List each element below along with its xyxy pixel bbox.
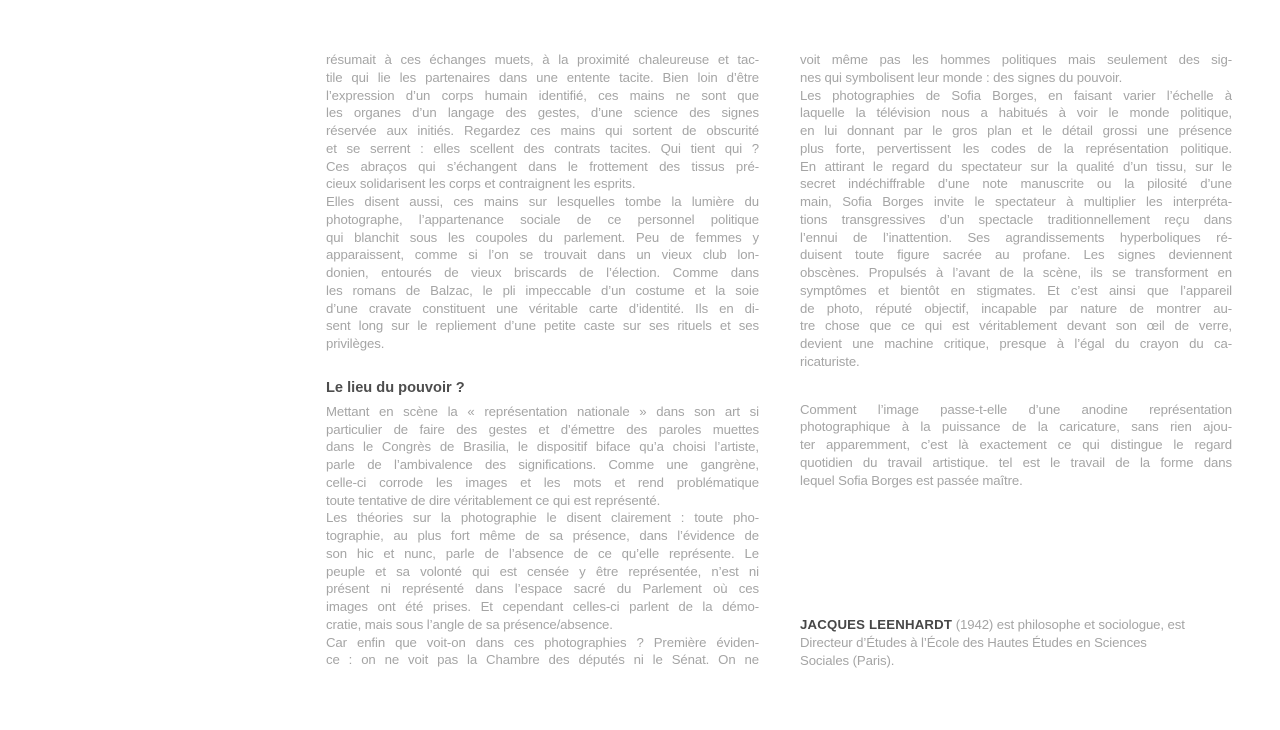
section-heading: Le lieu du pouvoir ? [326,379,465,396]
bio-line [800,616,1232,634]
text-line: les romans de Balzac, le pli impeccable d’un costume et la soie [326,282,759,298]
paragraph-gap [800,371,1232,401]
text-line: tographie, au plus fort même de sa présence, dans l’évidence de [326,528,759,543]
paragraph [326,509,759,633]
bio-line: Sociales (Paris). [800,652,895,668]
text-line: Elles disent aussi, ces mains sur lesquelles tombe la lumière du [326,194,759,209]
text-line: Ces abraços qui s’échangent dans le frottement des tissus pré- [326,158,759,174]
text-line: Comment l’image passe-t-elle d’une anodine représentation [800,401,1232,417]
author-bio [800,616,1232,669]
bio-line: Directeur d’Études à l’École des Hautes Études en Sciences [800,635,1147,650]
text-line: cratie, mais sous l’angle de sa présence/absence. [326,616,613,632]
text-line: photographique à la puissance de la caricature, sans rien ajou- [800,419,1232,435]
text-line: photographe, l’appartenance sociale de ce personnel politique [326,211,759,227]
text-line: symptômes et bientôt en stigmates. Et c’est ainsi que l’appareil [800,282,1232,298]
text-line: parle de l’ambivalence des significations. Comme une gangrène, [326,457,759,472]
text-line: nes qui symbolisent leur monde : des signes du pouvoir. [800,69,1123,85]
text-line: Mettant en scène la « représentation nationale » dans son art si [326,403,759,419]
text-line: Les théories sur la photographie le disent clairement : toute pho- [326,510,759,526]
text-line: d’une cravate constituent une véritable carte d’identité. Ils en di- [326,300,759,316]
text-line: main, Sofia Borges invite le spectateur à multiplier les interpréta- [800,194,1232,209]
text-line: tre chose que ce qui est véritablement devant son œil de verre, [800,318,1232,334]
text-line: l’ennui de l’inattention. Ses agrandissements hyperboliques ré- [800,229,1232,245]
text-line: toute tentative de dire véritablement ce qui est représenté. [326,492,661,508]
text-line: images ont été prises. Et cependant celles-ci parlent de la démo- [326,599,759,614]
text-line: sent long sur le repliement d’une petite caste sur ses rituels et ses [326,318,759,334]
text-line: résumait à ces échanges muets, à la proximité chaleureuse et tac- [326,52,759,67]
paragraph-gap [326,353,759,379]
text-line: peuple et sa volonté qui est censée y être représentée, n’est ni [326,563,759,579]
text-line: Les photographies de Sofia Borges, en faisant varier l’échelle à [800,87,1232,103]
paragraph [800,51,1232,87]
paragraph [800,401,1232,490]
text-line: privilèges. [326,336,385,351]
text-line: présent ni représenté dans l’espace sacré du Parlement où ces [326,581,759,597]
bio-text: (1942) est philosophe et sociologue, est [952,617,1185,633]
text-line: laquelle la télévision nous a habitués à voir le monde politique, [800,105,1232,121]
text-line: l’expression d’un corps humain identifié, ces mains ne sont que [326,87,759,103]
text-line: duisent toute figure sacrée au profane. Les signes deviennent [800,247,1232,263]
text-line: cieux solidarisent les corps et contraignent les esprits. [326,176,636,192]
paragraph [326,51,759,193]
paragraph [326,403,759,510]
text-line: voit même pas les hommes politiques mais seulement des sig- [800,52,1232,67]
text-line: apparaissent, comme si l’on se trouvait dans un vieux club lon- [326,247,759,263]
text-line: en lui donnant par le gros plan et le détail grossi une présence [800,123,1232,138]
section-gap [800,489,1232,616]
text-line: ricaturiste. [800,353,860,369]
text-line: les organes d’un langage des gestes, d’une science des signes [326,105,759,121]
text-line: quotidien du travail artistique. tel est le travail de la forme dans [800,454,1232,470]
text-line: qui blanchit sous les coupoles du parlement. Peu de femmes y [326,229,759,245]
text-line: réservée aux initiés. Regardez ces mains qui sortent de obscurité [326,123,759,138]
text-line: celle-ci corrode les images et les mots et rend problématique [326,474,759,490]
text-line: plus forte, pervertissent les codes de la représentation politique. [800,140,1232,156]
paragraph [326,634,759,670]
text-line: secret indéchiffrable d’une note manuscrite ou la pilosité d’une [800,176,1232,192]
text-line: tions transgressives d’un spectacle traditionnellement reçu dans [800,211,1232,227]
text-line: ter apparemment, c’est là exactement ce qui distingue le regard [800,437,1232,452]
text-line: particulier de faire des gestes et d’émettre des paroles muettes [326,421,759,437]
text-line: de photo, réputé objectif, incapable par nature de montrer au- [800,300,1232,316]
author-name: JACQUES LEENHARDT [800,617,953,633]
right-text-column [800,51,1232,670]
text-line: Car enfin que voit-on dans ces photographies ? Première éviden- [326,634,759,650]
text-line: devient une machine critique, presque à l’égal du crayon du ca- [800,336,1232,351]
text-line: son hic et nunc, parle de l’absence de ce qu’elle représente. Le [326,545,759,561]
text-line: donien, entourés de vieux briscards de l’élection. Comme dans [326,265,759,280]
text-line: tile qui lie les partenaires dans une entente tacite. Bien loin d’être [326,69,759,85]
text-line: lequel Sofia Borges est passée maître. [800,472,1023,488]
left-text-column [326,51,759,669]
text-line: obscènes. Propulsés à l’avant de la scène, ils se transforment en [800,265,1232,280]
text-line: dans le Congrès de Brasilia, le dispositif biface qu’a choisi l’artiste, [326,439,759,455]
text-line: En attirant le regard du spectateur sur la qualité d’un tissu, sur le [800,158,1232,174]
paragraph [326,193,759,353]
text-line: ce : on ne voit pas la Chambre des députés ni le Sénat. On ne [326,652,759,668]
text-line: et se serrent : elles scellent des contrats tacites. Qui tient qui ? [326,140,759,156]
paragraph [800,87,1232,371]
